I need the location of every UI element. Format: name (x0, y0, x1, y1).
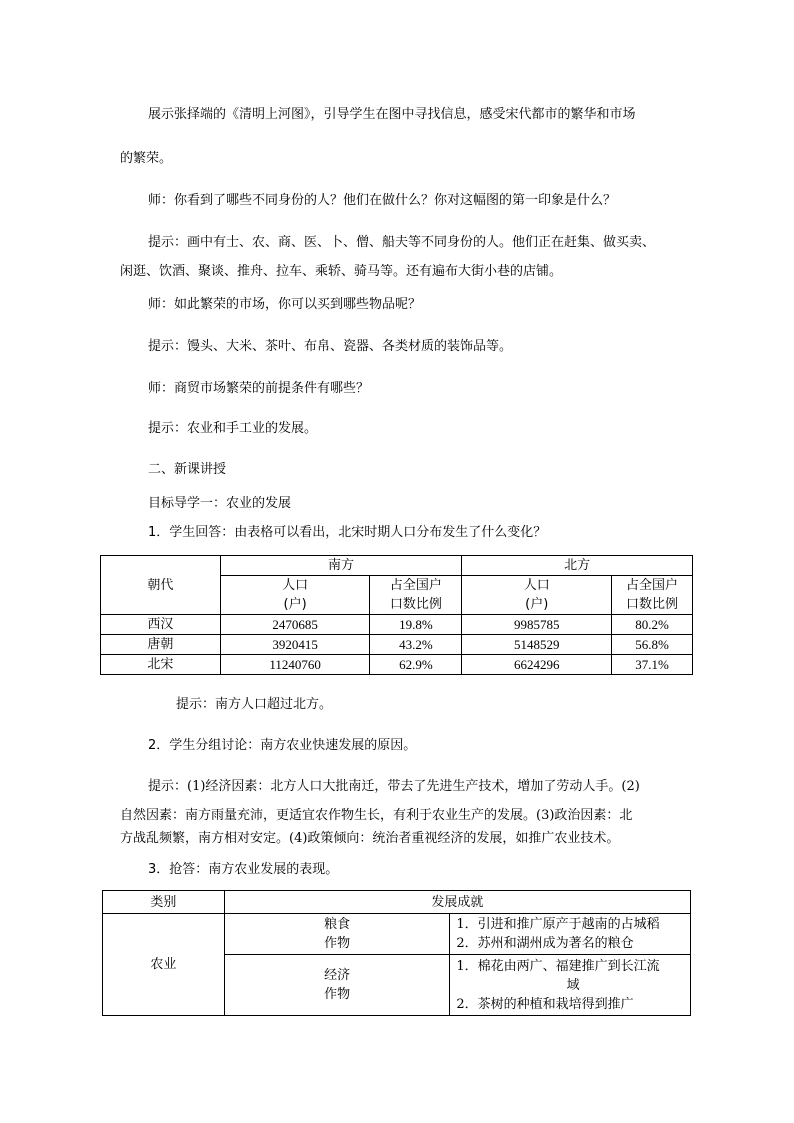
category-agriculture: 农业 (103, 914, 225, 1016)
table-row: 西汉 2470685 19.8% 9985785 80.2% (101, 615, 693, 635)
teacher-question-1: 师：你看到了哪些不同身份的人？他们在做什么？你对这幅图的第一印象是什么？ (148, 193, 617, 208)
population-table (100, 555, 693, 675)
question-item-3: 3．抢答：南方农业发展的表现。 (148, 862, 339, 877)
hint-4-line2: 自然因素：南方雨量充沛，更适宜农作物生长，有利于农业生产的发展。(3)政治因素：北 (120, 808, 633, 823)
table-row: 北宋 11240760 62.9% 6624296 37.1% (101, 655, 693, 675)
question-item-1: 1．学生回答：由表格可以看出，北宋时期人口分布发生了什么变化？ (148, 525, 547, 540)
hint-2: 提示：馒头、大米、茶叶、布帛、瓷器、各类材质的装饰品等。 (148, 339, 513, 354)
header-dynasty: 朝代 (101, 556, 221, 615)
teacher-question-2: 师：如此繁荣的市场，你可以买到哪些物品呢？ (148, 297, 422, 312)
economic-crops: 经济 作物 (224, 955, 450, 1016)
hint-table-1: 提示：南方人口超过北方。 (176, 697, 333, 712)
grain-achievements: 1．引进和推广原产于越南的占城稻 2．苏州和湖州成为著名的粮仓 (450, 914, 691, 955)
header-south-ratio: 占全国户 口数比例 (370, 576, 462, 615)
intro-text-line1: 展示张择端的《清明上河图》，引导学生在图中寻找信息，感受宋代都市的繁华和市场 (148, 107, 636, 122)
header-category: 类别 (103, 891, 225, 914)
table-row: 唐朝 3920415 43.2% 5148529 56.8% (101, 635, 693, 655)
question-item-2: 2．学生分组讨论：南方农业快速发展的原因。 (148, 738, 417, 753)
hint-1-line2: 闲逛、饮酒、聚谈、推舟、拉车、乘轿、骑马等。还有遍布大街小巷的店铺。 (120, 264, 563, 279)
header-achievement: 发展成就 (224, 891, 690, 914)
goal-heading: 目标导学一：农业的发展 (148, 496, 292, 511)
hint-3: 提示：农业和手工业的发展。 (148, 421, 318, 436)
grain-crops: 粮食 作物 (224, 914, 450, 955)
teacher-question-3: 师：商贸市场繁荣的前提条件有哪些？ (148, 381, 370, 396)
header-south-pop: 人口 (户) (220, 576, 370, 615)
intro-text-line2: 的繁荣。 (120, 151, 173, 166)
header-north-pop: 人口 (户) (462, 576, 612, 615)
hint-4-line3: 方战乱频繁，南方相对安定。(4)政策倾向：统治者重视经济的发展，如推广农业技术。 (120, 831, 620, 846)
header-south: 南方 (220, 556, 462, 576)
section-heading: 二、新课讲授 (148, 462, 227, 477)
agriculture-table (102, 890, 691, 1016)
hint-1-line1: 提示：画中有士、农、商、医、卜、僧、船夫等不同身份的人。他们正在赶集、做买卖、 (148, 235, 656, 250)
economic-achievements: 1．棉花由两广、福建推广到长江流 域 2．茶树的种植和栽培得到推广 (450, 955, 691, 1016)
header-north-ratio: 占全国户 口数比例 (612, 576, 693, 615)
hint-4-line1: 提示：(1)经济因素：北方人口大批南迁，带去了先进生产技术，增加了劳动人手。(2) (148, 779, 640, 794)
header-north: 北方 (462, 556, 693, 576)
